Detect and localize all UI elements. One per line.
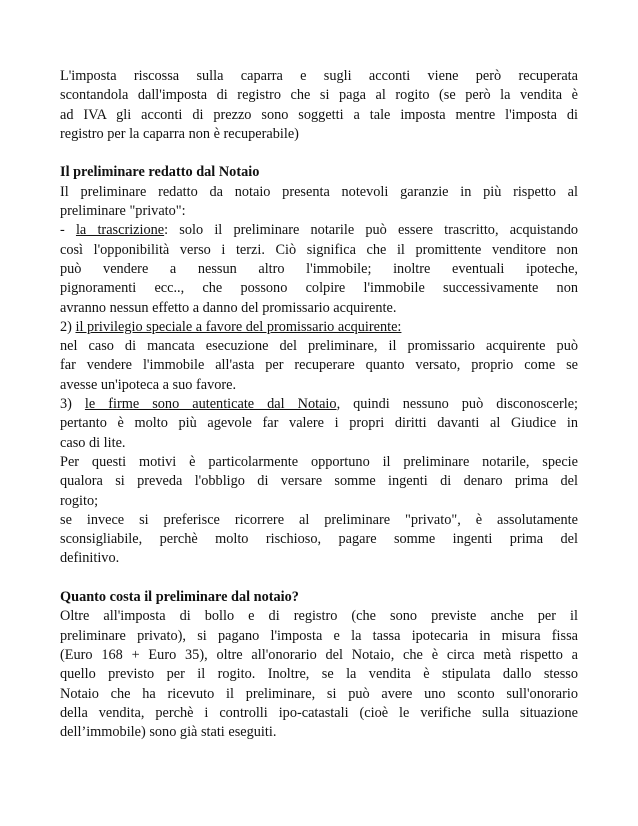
intro-paragraph (60, 67, 578, 144)
section-heading: Il preliminare redatto dal Notaio (60, 164, 260, 181)
text-line: qualora si preveda l'obbligo di versare somme ingenti di denaro prima del (60, 473, 578, 490)
text-line: pertanto è molto più agevole far valere i propri diritti davanti al Giudice in (60, 415, 578, 432)
underlined-label: il privilegio speciale a favore del promissario acquirente: (75, 318, 402, 335)
text-line: far vendere l'immobile all'asta per recuperare quanto versato, proprio come se (60, 357, 578, 374)
text-line: se invece si preferisce ricorrere al preliminare "privato", è assolutamente (60, 511, 578, 528)
text-line: può vendere a nessun altro l'immobile; inoltre eventuali ipoteche, (60, 260, 578, 277)
paragraph-gap (60, 569, 578, 588)
point-prefix: 3) (60, 396, 85, 413)
text-line: Il preliminare redatto da notaio presenta notevoli garanzie in più rispetto al (60, 183, 578, 200)
point-trascrizione (60, 221, 578, 240)
text-line: della vendita, perchè i controlli ipo-catastali (cioè le verifiche sulla situazione (60, 704, 578, 721)
text-line: dell’immobile) sono già stati eseguiti. (60, 724, 277, 741)
text-line: rogito; (60, 492, 99, 509)
text-line: (Euro 168 + Euro 35), oltre all'onorario del Notaio, che è circa metà rispetto a (60, 646, 578, 663)
point-prefix: - (60, 222, 76, 239)
text-line: caso di lite. (60, 434, 126, 451)
text-line: Notaio che ha ricevuto il preliminare, si può avere uno sconto sull'onorario (60, 685, 578, 702)
point-privilegio (60, 318, 578, 337)
text-line: avesse un'ipoteca a suo favore. (60, 376, 237, 393)
text-line: Per questi motivi è particolarmente opportuno il preliminare notarile, specie (60, 453, 578, 470)
text-line: preliminare privato), si pagano l'imposta e la tassa ipotecaria in misura fissa (60, 627, 578, 644)
text-line: scontandola dall'imposta di registro che si paga al rogito (se però la vendita è (60, 87, 578, 104)
underlined-label: la trascrizione (75, 222, 165, 239)
document-page (60, 67, 578, 742)
text-line: L'imposta riscossa sulla caparra e sugli acconti viene però recuperata (60, 68, 578, 84)
underlined-label: le firme sono autenticate dal Notaio (84, 396, 337, 413)
text-line: Oltre all'imposta di bollo e di registro (che sono previste anche per il (60, 608, 578, 625)
section-costo-preliminare (60, 588, 578, 742)
text-line: ad IVA gli acconti di prezzo sono soggetti a tale imposta mentre l'imposta di (60, 106, 578, 123)
text-line: sconsigliabile, perchè molto rischioso, pagare somme ingenti prima del (60, 531, 578, 548)
paragraph-gap (60, 144, 578, 163)
text-line: definitivo. (60, 550, 120, 567)
point-prefix: 2) (60, 318, 76, 335)
text-line: preliminare "privato": (60, 203, 186, 220)
text-line: pignoramenti ecc.., che possono colpire l'immobile successivamente non (60, 280, 578, 297)
text-fragment: , quindi nessuno può disconoscerle; (336, 396, 579, 413)
point-firme (60, 395, 578, 414)
text-line: così l'opponibilità verso i terzi. Ciò significa che il promittente venditore non (60, 241, 578, 258)
text-line: avranno nessun effetto a danno del promissario acquirente. (60, 299, 397, 316)
text-line: quello previsto per il rogito. Inoltre, se la vendita è stipulata dallo stesso (60, 666, 578, 683)
text-fragment: : solo il preliminare notarile può essere trascritto, acquistando (164, 222, 578, 239)
text-line: nel caso di mancata esecuzione del preliminare, il promissario acquirente può (60, 338, 578, 355)
text-line: registro per la caparra non è recuperabile) (60, 125, 299, 142)
section-preliminare-notaio (60, 163, 578, 568)
section-heading: Quanto costa il preliminare dal notaio? (60, 589, 299, 606)
